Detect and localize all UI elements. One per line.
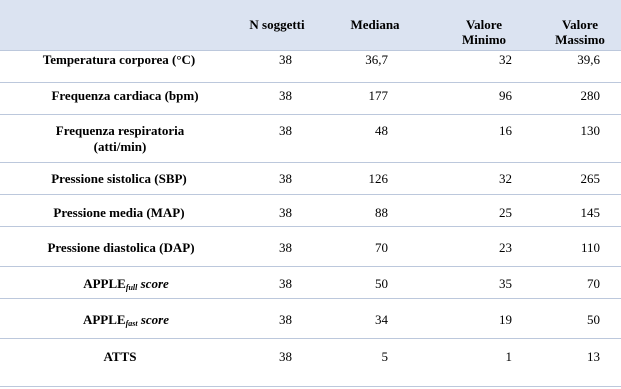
cell-n: 38: [279, 123, 292, 138]
cell-max: 265: [580, 171, 600, 186]
cell-median: 34: [375, 312, 388, 327]
cell-max: 50: [587, 312, 600, 327]
row-divider: [0, 386, 621, 387]
row-label: [0, 276, 252, 296]
row-label: [0, 312, 252, 332]
header-valore-massimo-line2: Massimo: [555, 32, 605, 47]
cell-max: 145: [580, 205, 600, 220]
label-tail: score: [137, 276, 169, 291]
row-label: Temperatura corporea (°C): [42, 52, 196, 67]
cell-max: 130: [580, 123, 600, 138]
cell-median: 50: [375, 276, 388, 291]
header-mediana: Mediana: [350, 17, 400, 32]
row-label: Pressione media (MAP): [53, 205, 185, 220]
cell-max: 13: [587, 349, 600, 364]
cell-n: 38: [279, 312, 292, 327]
cell-median: 177: [368, 88, 388, 103]
cell-median: 70: [375, 240, 388, 255]
row-divider: [0, 82, 621, 83]
cell-min: 19: [499, 312, 512, 327]
row-label: Frequenza cardiaca (bpm): [51, 88, 199, 103]
cell-median: 5: [381, 349, 388, 364]
cell-min: 96: [499, 88, 512, 103]
header-valore-massimo-line1: Valore: [561, 17, 599, 32]
cell-median: 126: [368, 171, 388, 186]
cell-max: 110: [580, 240, 600, 255]
cell-median: 36,7: [365, 52, 388, 67]
cell-min: 32: [499, 171, 512, 186]
row-label: Pressione diastolica (DAP): [47, 240, 195, 255]
label-subscript: fast: [125, 319, 138, 328]
cell-min: 1: [505, 349, 512, 364]
label-main: APPLE: [83, 276, 126, 291]
row-divider: [0, 162, 621, 163]
cell-n: 38: [279, 88, 292, 103]
cell-median: 48: [375, 123, 388, 138]
label-subscript: full: [125, 283, 138, 292]
label-tail: score: [137, 312, 170, 327]
header-n-soggetti: N soggetti: [249, 17, 305, 32]
cell-max: 280: [580, 88, 600, 103]
cell-n: 38: [279, 240, 292, 255]
row-divider: [0, 338, 621, 339]
row-label-line1: Frequenza respiratoria: [55, 123, 185, 138]
header-valore-minimo-line1: Valore: [465, 17, 503, 32]
row-divider: [0, 194, 621, 195]
cell-median: 88: [375, 205, 388, 220]
cell-min: 32: [499, 52, 512, 67]
cell-min: 35: [499, 276, 512, 291]
row-divider: [0, 226, 621, 227]
cell-max: 70: [587, 276, 600, 291]
row-divider: [0, 266, 621, 267]
row-divider: [0, 50, 621, 51]
cell-min: 25: [499, 205, 512, 220]
row-label-line2: (atti/min): [93, 139, 147, 154]
header-valore-minimo-line2: Minimo: [461, 32, 507, 47]
cell-min: 16: [499, 123, 512, 138]
cell-n: 38: [279, 205, 292, 220]
cell-n: 38: [279, 52, 292, 67]
row-divider: [0, 114, 621, 115]
row-label: Pressione sistolica (SBP): [51, 171, 187, 186]
cell-n: 38: [279, 276, 292, 291]
cell-n: 38: [279, 349, 292, 364]
row-divider: [0, 298, 621, 299]
label-main: APPLE: [82, 312, 126, 327]
cell-min: 23: [499, 240, 512, 255]
cell-n: 38: [279, 171, 292, 186]
cell-max: 39,6: [577, 52, 600, 67]
row-label: ATTS: [103, 349, 137, 364]
